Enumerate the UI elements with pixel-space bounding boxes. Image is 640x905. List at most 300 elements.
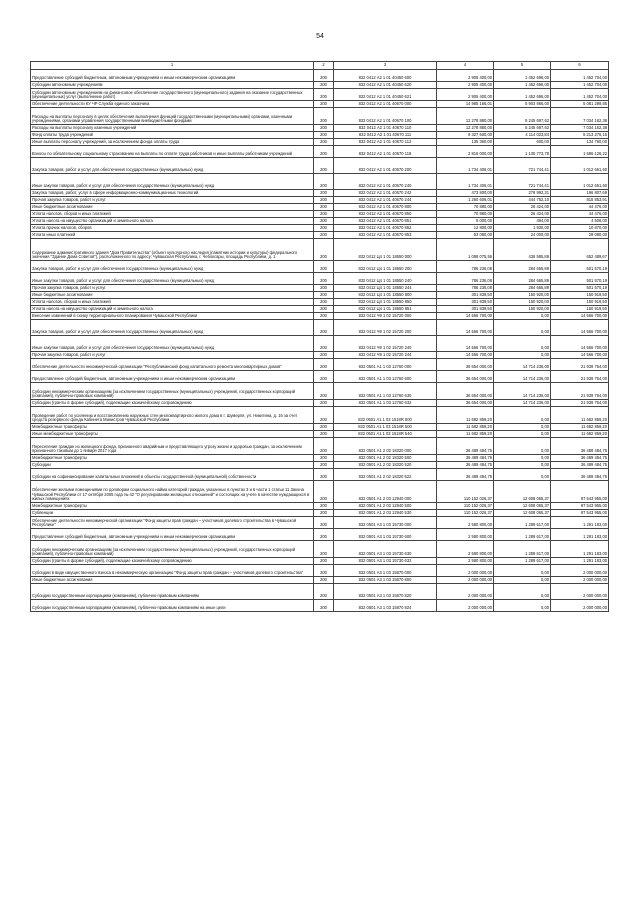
row-code-cell: 200 — [314, 320, 334, 336]
row-code-cell: 200 — [314, 469, 334, 481]
row-amount-executed-cell: 0,00 — [494, 438, 551, 455]
table-row — [31, 584, 609, 600]
table-row — [31, 469, 609, 481]
row-code-cell: 200 — [314, 481, 334, 503]
table-row — [31, 431, 609, 438]
row-amount-plan-cell: 2 905 400,00 — [437, 70, 494, 82]
row-code-cell: 200 — [314, 541, 334, 558]
row-code-cell: 200 — [314, 407, 334, 424]
row-amount-remaining-cell: 21 939 764,00 — [551, 383, 609, 400]
table-row — [31, 481, 609, 503]
row-amount-remaining-cell: 29 080,00 — [551, 232, 609, 239]
row-name-cell: Расходы на выплаты персоналу казенных учреждений — [31, 125, 314, 132]
row-code-cell: 200 — [314, 232, 334, 239]
row-amount-plan-cell: 110 152 026,37 — [437, 503, 494, 510]
row-amount-executed-cell: 12 608 065,37 — [494, 503, 551, 510]
row-amount-remaining-cell: 501 570,19 — [551, 273, 609, 285]
table-row — [31, 239, 609, 261]
table-row — [31, 132, 609, 139]
row-amount-plan-cell: 301 839,50 — [437, 306, 494, 313]
row-kbk-cell: 832 0501 А1 1 03 1518R 000 — [334, 407, 437, 424]
row-kbk-cell: 832 0412 А2 1 01 40670 110 — [334, 125, 437, 132]
table-row — [31, 462, 609, 469]
row-amount-plan-cell: 14 566 700,00 — [437, 336, 494, 352]
row-kbk-cell: 832 0412 А2 1 01 40670 100 — [334, 108, 437, 125]
row-amount-executed-cell: 436 585,89 — [494, 239, 551, 261]
row-name-cell: Прочая закупка товаров, работ и услуг — [31, 197, 314, 204]
table-row — [31, 125, 609, 132]
row-amount-plan-cell: 70 880,00 — [437, 204, 494, 211]
row-amount-executed-cell: 0,00 — [494, 600, 551, 612]
row-name-cell: Субсидии (гранты в форме субсидий), подлежащие казначейскому сопровождению — [31, 400, 314, 407]
row-name-cell: Внесение изменений в схему территориального планирования Чувашской Республики — [31, 313, 314, 320]
row-amount-plan-cell: 2 905 400,00 — [437, 89, 494, 101]
table-row — [31, 313, 609, 320]
row-amount-executed-cell: 0,00 — [494, 462, 551, 469]
row-code-cell: 200 — [314, 383, 334, 400]
table-row — [31, 517, 609, 529]
row-name-cell: Субвенции — [31, 510, 314, 517]
row-kbk-cell: 832 0501 А3 1 03 15870 000 — [334, 565, 437, 577]
row-name-cell: Межбюджетные трансферты — [31, 455, 314, 462]
row-amount-plan-cell: 12 278 880,00 — [437, 108, 494, 125]
row-amount-plan-cell: 14 566 700,00 — [437, 352, 494, 359]
row-code-cell: 200 — [314, 204, 334, 211]
row-amount-plan-cell: 301 839,50 — [437, 292, 494, 299]
row-amount-executed-cell: 14 714 236,00 — [494, 359, 551, 371]
row-kbk-cell: 832 0412 А2 1 01 40670 200 — [334, 158, 437, 174]
row-kbk-cell: 832 0501 А3 1 03 15730 000 — [334, 517, 437, 529]
row-amount-executed-cell: 494,00 — [494, 218, 551, 225]
row-kbk-cell: 832 0412 А2 1 01 40450 600 — [334, 70, 437, 82]
row-amount-executed-cell: 14 714 236,00 — [494, 371, 551, 383]
row-name-cell: Уплата налога на имущество организаций и земельного налога — [31, 218, 314, 225]
table-row — [31, 565, 609, 577]
row-code-cell: 200 — [314, 261, 334, 273]
row-name-cell: Субсидии автономным учреждениям — [31, 82, 314, 89]
row-kbk-cell: 832 0501 А1 1 03 1518R 500 — [334, 424, 437, 431]
row-name-cell: Уплата иных платежей — [31, 232, 314, 239]
row-amount-executed-cell: 1 452 696,00 — [494, 89, 551, 101]
row-amount-remaining-cell: 1 452 704,00 — [551, 70, 609, 82]
row-amount-plan-cell: 2 000 000,00 — [437, 577, 494, 584]
table-row — [31, 541, 609, 558]
table-row — [31, 232, 609, 239]
row-name-cell: Иные бюджетные ассигнования — [31, 292, 314, 299]
row-kbk-cell: 832 0501 А1 1 03 12760 632 — [334, 400, 437, 407]
row-amount-executed-cell: 0,00 — [494, 577, 551, 584]
row-code-cell: 200 — [314, 510, 334, 517]
row-kbk-cell: 832 0412 Ц4 1 01 18550 200 — [334, 261, 437, 273]
row-name-cell: Межбюджетные трансферты — [31, 424, 314, 431]
row-code-cell: 200 — [314, 503, 334, 510]
row-name-cell: Закупка товаров, работ и услуг для обеспечения государственных (муниципальных) нужд — [31, 320, 314, 336]
row-amount-plan-cell: 53 080,00 — [437, 232, 494, 239]
row-kbk-cell: 832 0501 А1 2 03 12940 500 — [334, 503, 437, 510]
table-row — [31, 146, 609, 158]
row-code-cell: 200 — [314, 529, 334, 541]
row-amount-remaining-cell: 36 489 484,75 — [551, 462, 609, 469]
row-code-cell: 200 — [314, 108, 334, 125]
table-row — [31, 577, 609, 584]
table-row — [31, 197, 609, 204]
row-name-cell: Субсидии некоммерческим организациям (за исключением государственных (муниципальных) учреждений, государственных корпораций (компаний), публично-правовых компаний) — [31, 383, 314, 400]
row-amount-executed-cell: 1 930,00 — [494, 225, 551, 232]
row-code-cell: 200 — [314, 462, 334, 469]
row-kbk-cell: 832 0501 А1 1 03 12760 600 — [334, 371, 437, 383]
row-amount-remaining-cell: 97 543 955,00 — [551, 510, 609, 517]
row-amount-executed-cell: 26 424,00 — [494, 211, 551, 218]
row-code-cell: 200 — [314, 577, 334, 584]
row-amount-executed-cell: 1 289 617,00 — [494, 529, 551, 541]
column-header: 4 — [437, 62, 494, 70]
table-row — [31, 455, 609, 462]
row-amount-executed-cell: 1 289 617,00 — [494, 558, 551, 565]
row-kbk-cell: 832 0412 А2 1 01 40670 853 — [334, 232, 437, 239]
row-amount-remaining-cell: 134 760,00 — [551, 139, 609, 146]
row-amount-remaining-cell: 11 682 859,20 — [551, 431, 609, 438]
row-amount-plan-cell: 135 360,00 — [437, 139, 494, 146]
row-amount-executed-cell: 14 714 236,00 — [494, 400, 551, 407]
table-row — [31, 424, 609, 431]
row-kbk-cell: 832 0501 А1 2 03 12940 530 — [334, 510, 437, 517]
row-amount-remaining-cell: 150 919,50 — [551, 299, 609, 306]
row-code-cell: 200 — [314, 306, 334, 313]
row-code-cell: 200 — [314, 197, 334, 204]
row-amount-remaining-cell: 501 570,19 — [551, 261, 609, 273]
table-row — [31, 82, 609, 89]
row-amount-remaining-cell: 2 000 000,00 — [551, 565, 609, 577]
row-amount-executed-cell: 284 665,89 — [494, 261, 551, 273]
row-amount-remaining-cell: 97 543 955,00 — [551, 503, 609, 510]
row-amount-remaining-cell: 2 000 000,00 — [551, 600, 609, 612]
row-amount-executed-cell: 0,00 — [494, 424, 551, 431]
row-amount-executed-cell: 284 665,89 — [494, 285, 551, 292]
table-row — [31, 306, 609, 313]
row-name-cell: Взносы по обязательному социальному страхованию на выплаты по оплате труда работников и иные выплаты работникам учреждений — [31, 146, 314, 158]
row-amount-executed-cell: 12 608 065,37 — [494, 481, 551, 503]
row-amount-plan-cell: 36 654 000,00 — [437, 359, 494, 371]
row-kbk-cell: 832 0412 Ц4 1 01 18550 800 — [334, 292, 437, 299]
row-amount-executed-cell: 0,00 — [494, 565, 551, 577]
row-amount-remaining-cell: 1 291 183,00 — [551, 541, 609, 558]
row-kbk-cell: 832 0412 А2 1 01 40670 000 — [334, 101, 437, 108]
row-code-cell: 200 — [314, 517, 334, 529]
row-amount-plan-cell: 70 880,00 — [437, 211, 494, 218]
row-amount-executed-cell: 0,00 — [494, 336, 551, 352]
row-kbk-cell: 832 0501 А3 1 03 15870 820 — [334, 584, 437, 600]
row-amount-remaining-cell: 815 853,91 — [551, 197, 609, 204]
row-name-cell: Межбюджетные трансферты — [31, 503, 314, 510]
row-amount-remaining-cell: 21 939 764,00 — [551, 371, 609, 383]
table-row — [31, 359, 609, 371]
row-name-cell: Субсидии государственным корпорациям (компаниям), публично-правовым компаниям на иные цели — [31, 600, 314, 612]
row-amount-remaining-cell: 14 566 700,00 — [551, 313, 609, 320]
row-amount-plan-cell: 36 489 484,75 — [437, 469, 494, 481]
row-name-cell: Иные бюджетные ассигнования — [31, 204, 314, 211]
row-amount-remaining-cell: 1 012 661,60 — [551, 158, 609, 174]
row-code-cell: 200 — [314, 424, 334, 431]
row-amount-remaining-cell: 11 682 859,20 — [551, 407, 609, 424]
row-name-cell: Фонд оплаты труда учреждений — [31, 132, 314, 139]
row-kbk-cell: 832 0412 Ч9 1 02 15720 240 — [334, 336, 437, 352]
row-amount-plan-cell: 14 566 700,00 — [437, 320, 494, 336]
row-code-cell: 200 — [314, 371, 334, 383]
row-amount-executed-cell: 1 289 617,00 — [494, 541, 551, 558]
row-code-cell: 200 — [314, 565, 334, 577]
row-amount-remaining-cell: 10 870,00 — [551, 225, 609, 232]
row-code-cell: 200 — [314, 82, 334, 89]
row-name-cell: Иные закупки товаров, работ и услуг для обеспечения государственных (муниципальных) нужд — [31, 174, 314, 190]
row-kbk-cell: 832 0412 Ц4 1 01 18550 240 — [334, 273, 437, 285]
row-name-cell: Уплата прочих налогов, сборов — [31, 225, 314, 232]
row-code-cell: 200 — [314, 455, 334, 462]
row-kbk-cell: 832 0501 А1 2 02 18320 520 — [334, 462, 437, 469]
row-kbk-cell: 832 0501 А1 2 03 12940 000 — [334, 481, 437, 503]
row-amount-remaining-cell: 97 543 955,00 — [551, 481, 609, 503]
row-code-cell: 200 — [314, 211, 334, 218]
column-header: 3 — [334, 62, 437, 70]
row-amount-plan-cell: 786 236,08 — [437, 273, 494, 285]
row-amount-plan-cell: 12 800,00 — [437, 225, 494, 232]
row-amount-executed-cell: 276 992,31 — [494, 190, 551, 197]
row-code-cell: 200 — [314, 438, 334, 455]
row-name-cell: Расходы на выплаты персоналу в целях обеспечения выполнения функций государственными (муниципальными) органами, казенными учреждениями, органами управления государственными внебюджетными фондами — [31, 108, 314, 125]
row-kbk-cell: 832 0501 А1 2 02 18320 522 — [334, 469, 437, 481]
row-code-cell: 200 — [314, 359, 334, 371]
row-amount-remaining-cell: 14 566 700,00 — [551, 352, 609, 359]
row-kbk-cell: 832 0501 А3 1 03 15730 630 — [334, 541, 437, 558]
row-amount-plan-cell: 110 152 026,37 — [437, 510, 494, 517]
table-row — [31, 204, 609, 211]
row-amount-executed-cell: 721 744,41 — [494, 158, 551, 174]
row-amount-executed-cell: 0,00 — [494, 407, 551, 424]
row-amount-plan-cell: 301 839,50 — [437, 299, 494, 306]
row-amount-remaining-cell: 36 489 484,75 — [551, 469, 609, 481]
row-amount-remaining-cell: 196 807,69 — [551, 190, 609, 197]
row-amount-executed-cell: 24 000,00 — [494, 232, 551, 239]
row-amount-remaining-cell: 1 452 704,00 — [551, 89, 609, 101]
table-row — [31, 336, 609, 352]
row-amount-executed-cell: 150 920,00 — [494, 306, 551, 313]
row-name-cell: Уплата налогов, сборов и иных платежей — [31, 299, 314, 306]
row-amount-executed-cell: 1 452 696,00 — [494, 70, 551, 82]
row-code-cell: 200 — [314, 70, 334, 82]
row-amount-executed-cell: 721 744,41 — [494, 174, 551, 190]
row-kbk-cell: 832 0412 Ч9 1 02 15720 200 — [334, 320, 437, 336]
row-name-cell: Закупка товаров, работ, услуг в сфере информационно-коммуникационных технологий — [31, 190, 314, 197]
table-row — [31, 371, 609, 383]
row-amount-executed-cell: 0,00 — [494, 352, 551, 359]
table-row — [31, 558, 609, 565]
row-name-cell: Прочая закупка товаров, работ и услуг — [31, 285, 314, 292]
row-amount-remaining-cell: 36 489 484,75 — [551, 455, 609, 462]
column-header: 5 — [494, 62, 551, 70]
row-amount-plan-cell: 1 088 075,56 — [437, 239, 494, 261]
row-kbk-cell: 832 0412 А2 1 01 40670 800 — [334, 204, 437, 211]
row-amount-plan-cell: 9 327 600,00 — [437, 132, 494, 139]
row-amount-remaining-cell: 1 291 183,00 — [551, 558, 609, 565]
table-row — [31, 383, 609, 400]
row-amount-plan-cell: 2 000 000,00 — [437, 600, 494, 612]
row-amount-executed-cell: 284 665,89 — [494, 273, 551, 285]
row-amount-executed-cell: 1 130 773,78 — [494, 146, 551, 158]
row-kbk-cell: 832 0501 А1 2 02 18320 500 — [334, 455, 437, 462]
row-amount-plan-cell: 786 236,08 — [437, 261, 494, 273]
row-name-cell: Субсидии (гранты в форме субсидий), подлежащие казначейскому сопровождению — [31, 558, 314, 565]
row-code-cell: 200 — [314, 558, 334, 565]
table-row — [31, 503, 609, 510]
row-name-cell: Иные закупки товаров, работ и услуг для обеспечения государственных (муниципальных) нужд — [31, 273, 314, 285]
row-amount-remaining-cell: 1 012 661,60 — [551, 174, 609, 190]
row-code-cell: 200 — [314, 190, 334, 197]
table-row — [31, 400, 609, 407]
row-kbk-cell: 832 0501 А1 1 03 12760 000 — [334, 359, 437, 371]
row-amount-executed-cell: 0,00 — [494, 584, 551, 600]
row-code-cell: 200 — [314, 218, 334, 225]
row-amount-executed-cell: 150 920,00 — [494, 292, 551, 299]
table-row — [31, 292, 609, 299]
row-kbk-cell: 832 0412 А2 1 01 40670 240 — [334, 174, 437, 190]
row-amount-plan-cell: 1 260 606,01 — [437, 197, 494, 204]
row-kbk-cell: 832 0412 А2 1 01 40450 620 — [334, 82, 437, 89]
row-amount-executed-cell: 600,00 — [494, 139, 551, 146]
row-amount-plan-cell: 11 682 859,20 — [437, 424, 494, 431]
row-code-cell: 200 — [314, 132, 334, 139]
row-amount-plan-cell: 1 734 406,01 — [437, 158, 494, 174]
table-row — [31, 211, 609, 218]
row-amount-executed-cell: 150 920,00 — [494, 299, 551, 306]
row-amount-remaining-cell: 1 686 126,22 — [551, 146, 609, 158]
table-row — [31, 320, 609, 336]
row-kbk-cell: 832 0412 А2 1 01 40670 851 — [334, 218, 437, 225]
row-amount-plan-cell: 5 000,00 — [437, 218, 494, 225]
row-amount-plan-cell: 14 985 166,01 — [437, 101, 494, 108]
table-row — [31, 101, 609, 108]
row-amount-plan-cell: 2 905 400,00 — [437, 82, 494, 89]
row-name-cell: Субсидии на софинансирование капитальных вложений в объекты государственной (муниципальной) собственности — [31, 469, 314, 481]
row-amount-plan-cell: 2 580 800,00 — [437, 541, 494, 558]
row-name-cell: Предоставление субсидий бюджетным, автономным учреждениям и иным некоммерческим организациям — [31, 70, 314, 82]
row-name-cell: Переселение граждан из жилищного фонда, признанного аварийным и представляющего угрозу жизни и здоровью граждан, за исключением признанного таковым до 1 января 2017 года — [31, 438, 314, 455]
row-name-cell: Субсидии автономным учреждениям на финансовое обеспечение государственного (муниципального) задания на оказание государственных (муниципальных) услуг (выполнение работ) — [31, 89, 314, 101]
row-amount-plan-cell: 2 580 800,00 — [437, 558, 494, 565]
row-amount-plan-cell: 2 580 800,00 — [437, 517, 494, 529]
table-row — [31, 158, 609, 174]
row-amount-executed-cell: 12 608 065,37 — [494, 510, 551, 517]
table-row — [31, 352, 609, 359]
row-amount-executed-cell: 1 452 696,00 — [494, 82, 551, 89]
budget-table — [30, 61, 609, 612]
row-amount-executed-cell: 5 245 697,62 — [494, 108, 551, 125]
row-kbk-cell: 832 0412 Ц4 1 01 18550 850 — [334, 299, 437, 306]
row-code-cell: 200 — [314, 352, 334, 359]
row-name-cell: Субсидии государственным корпорациям (компаниям), публично-правовым компаниям — [31, 584, 314, 600]
row-kbk-cell: 832 0412 Ц4 1 01 18550 000 — [334, 239, 437, 261]
row-amount-remaining-cell: 501 570,19 — [551, 285, 609, 292]
row-code-cell: 200 — [314, 89, 334, 101]
row-code-cell: 200 — [314, 239, 334, 261]
row-amount-plan-cell: 36 489 484,75 — [437, 455, 494, 462]
row-name-cell: Обеспечение деятельности КУ ЧР Служба единого заказчика — [31, 101, 314, 108]
row-name-cell: Обеспечение деятельности некоммерческой организации "Республиканский фонд капитального ремонта многоквартирных домов" — [31, 359, 314, 371]
row-kbk-cell: 832 0501 А1 2 02 18320 000 — [334, 438, 437, 455]
row-code-cell: 200 — [314, 273, 334, 285]
row-amount-executed-cell: 26 424,00 — [494, 204, 551, 211]
table-row — [31, 285, 609, 292]
row-amount-executed-cell: 5 903 866,00 — [494, 101, 551, 108]
row-amount-plan-cell: 2 580 800,00 — [437, 529, 494, 541]
row-kbk-cell: 832 0412 А2 1 01 40670 852 — [334, 225, 437, 232]
row-amount-plan-cell: 1 734 406,01 — [437, 174, 494, 190]
row-name-cell: Прочая закупка товаров, работ и услуг — [31, 352, 314, 359]
row-code-cell: 200 — [314, 285, 334, 292]
row-code-cell: 200 — [314, 336, 334, 352]
row-name-cell: Уплата налогов, сборов и иных платежей — [31, 211, 314, 218]
table-row — [31, 225, 609, 232]
column-header: 1 — [31, 62, 314, 70]
row-amount-plan-cell: 2 000 000,00 — [437, 565, 494, 577]
row-amount-remaining-cell: 44 476,00 — [551, 204, 609, 211]
row-name-cell: Субсидии — [31, 462, 314, 469]
row-amount-remaining-cell: 1 291 183,00 — [551, 517, 609, 529]
row-amount-plan-cell: 11 682 859,20 — [437, 431, 494, 438]
row-amount-remaining-cell: 1 452 704,00 — [551, 82, 609, 89]
row-code-cell: 200 — [314, 299, 334, 306]
row-amount-plan-cell: 2 000 000,00 — [437, 584, 494, 600]
row-code-cell: 200 — [314, 313, 334, 320]
row-name-cell: Субсидии некоммерческим организациям (за исключением государственных (муниципальных) учреждений, государственных корпораций (компаний), публично-правовых компаний) — [31, 541, 314, 558]
row-amount-remaining-cell: 7 034 162,38 — [551, 108, 609, 125]
row-amount-plan-cell: 36 654 000,00 — [437, 371, 494, 383]
table-row — [31, 510, 609, 517]
row-amount-executed-cell: 0,00 — [494, 469, 551, 481]
row-amount-executed-cell: 4 114 023,84 — [494, 132, 551, 139]
row-name-cell: Обеспечение деятельности некоммерческой организации "Фонд защиты прав граждан – участников долевого строительства в Чувашской Республике" — [31, 517, 314, 529]
row-code-cell: 200 — [314, 101, 334, 108]
table-row — [31, 89, 609, 101]
row-name-cell: Закупка товаров, работ и услуг для обеспечения государственных (муниципальных) нужд — [31, 261, 314, 273]
row-name-cell: Проведение работ по усилению и восстановлению наружных стен многоквартирного жилого дома в г. Шумерля, ул. Никитина, д. 16 за счет средств резервного фонда Кабинета Министров Чувашской Республики — [31, 407, 314, 424]
row-kbk-cell: 832 0412 Ц4 1 01 18550 244 — [334, 285, 437, 292]
row-amount-remaining-cell: 2 000 000,00 — [551, 577, 609, 584]
row-name-cell: Субсидии в виде имущественного взноса в некоммерческую организацию "Фонд защиты прав граждан – участников долевого строительства" — [31, 565, 314, 577]
row-amount-executed-cell: 444 752,10 — [494, 197, 551, 204]
row-kbk-cell: 832 0412 А2 1 01 40670 850 — [334, 211, 437, 218]
column-header: 6 — [551, 62, 609, 70]
row-code-cell: 200 — [314, 158, 334, 174]
row-amount-remaining-cell: 2 000 000,00 — [551, 584, 609, 600]
row-amount-plan-cell: 36 489 484,75 — [437, 438, 494, 455]
row-amount-plan-cell: 786 236,08 — [437, 285, 494, 292]
row-amount-executed-cell: 5 245 697,62 — [494, 125, 551, 132]
row-amount-executed-cell: 1 289 617,00 — [494, 517, 551, 529]
row-amount-remaining-cell: 1 291 183,00 — [551, 529, 609, 541]
row-amount-remaining-cell: 36 489 484,75 — [551, 438, 609, 455]
table-row — [31, 108, 609, 125]
table-row — [31, 529, 609, 541]
row-kbk-cell: 832 0412 Ч9 1 02 15720 000 — [334, 313, 437, 320]
row-amount-remaining-cell: 14 566 700,00 — [551, 336, 609, 352]
row-code-cell: 200 — [314, 225, 334, 232]
table-row — [31, 261, 609, 273]
row-amount-plan-cell: 36 489 484,75 — [437, 462, 494, 469]
table-row — [31, 600, 609, 612]
row-kbk-cell: 832 0501 А1 1 03 1518R 540 — [334, 431, 437, 438]
row-kbk-cell: 832 0501 А3 1 03 15870 824 — [334, 600, 437, 612]
row-kbk-cell: 832 0412 А2 1 01 40670 112 — [334, 139, 437, 146]
row-amount-plan-cell: 473 800,00 — [437, 190, 494, 197]
